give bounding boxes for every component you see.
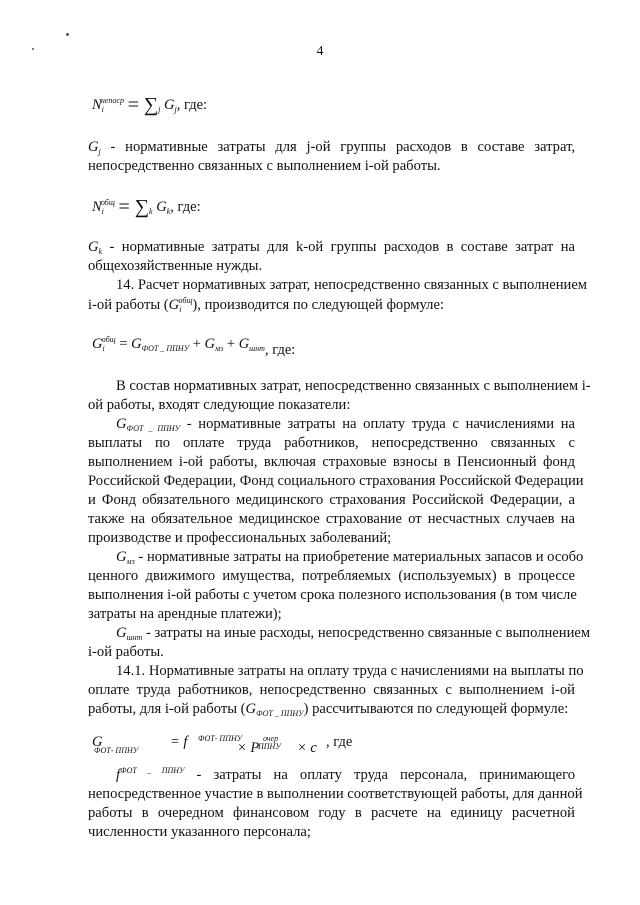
formula-g-obsh: $G_i^{общ} = G_{ФОТ \_ ППНУ} + G_{мз} + G_{шнт}$, где: [92, 335, 296, 358]
para-gk-line1: $G_k$ - нормативные затраты для k-ой группы расходов в составе затрат на [88, 239, 575, 256]
para-ffot-line3: работы в очередном финансовом году в расчете на единицу расчетной [88, 805, 575, 821]
page-number: 4 [316, 44, 324, 59]
formula-n-nepospr: $N_i^{непоср} = \sum_j$ $G_j$, где: [92, 94, 208, 116]
para-ffot-line1: $f^{ФОТ \_ ППНУ}$ - затраты на оплату труда персонала, принимающего [116, 766, 575, 783]
para-ffot-line2: непосредственное участие в выполнении соответствующей работы, для данной [88, 786, 583, 802]
para-gmz-line2: ценного движимого имущества, потребляемых (используемых) в процессе [88, 568, 575, 584]
para-14-1-line3: работы, для i-ой работы $(G_{ФОТ \_ ППНУ})$ рассчитываются по следующей формуле: [88, 701, 569, 718]
scan-speck [66, 33, 69, 36]
para-gmz-line4: затраты на арендные платежи); [88, 606, 282, 622]
para-composition-line2: ой работы, входят следующие показатели: [88, 397, 351, 413]
para-gmz-line3: выполнения i-ой работы с учетом срока полезного использования (в том числе [88, 587, 577, 603]
para-14-line1: 14. Расчет нормативных затрат, непосредственно связанных с выполнением [116, 277, 588, 293]
para-gfot-line6: также на обязательное медицинское страхование от несчастных случаев на [88, 511, 575, 527]
formula-g-fot: G ФОТ- ППНУ = f ФОТ- ППНУ × P очер ППНУ × c , где [92, 734, 353, 756]
para-gk-line2: общехозяйственные нужды. [88, 258, 263, 274]
para-gfot-line3: выполнением i-ой работы, включая страховые взносы в Пенсионный фонд [88, 454, 575, 470]
para-gj-line1: $G_j$ - нормативные затраты для j-ой группы расходов в составе затрат, [88, 139, 575, 156]
para-gshnt-line2: i-ой работы. [88, 644, 164, 660]
para-14-line2: i-ой работы $(G_i^{общ})$, производится по следующей формуле: [88, 296, 444, 314]
para-gshnt-line1: $G_{шнт}$ - затраты на иные расходы, непосредственно связанные с выполнением [116, 625, 591, 642]
para-composition-line1: В состав нормативных затрат, непосредственно связанных с выполнением i- [116, 378, 591, 394]
para-gmz-line1: $G_{мз}$ - нормативные затраты на приобретение материальных запасов и особо [116, 549, 584, 566]
para-14-1-line1: 14.1. Нормативные затраты на оплату труда с начислениями на выплаты по [116, 663, 584, 679]
formula-n-obsh: $N_i^{общ} = \sum_k$ $G_k$, где: [92, 196, 201, 218]
para-gj-line2: непосредственно связанных с выполнением i-ой работы. [88, 158, 441, 174]
para-gfot-line1: $G_{ФОТ \_ ППНУ}$ - нормативные затраты на оплату труда с начислениями на [116, 416, 575, 433]
para-gfot-line7: производстве и профессиональных заболеваний; [88, 530, 392, 546]
para-ffot-line4: численности указанного персонала; [88, 824, 311, 840]
para-gfot-line4: Российской Федерации, Фонд социального страхования Российской Федерации [88, 473, 584, 489]
para-gfot-line2: выплаты по оплате труда работников, непосредственно связанных с [88, 435, 575, 451]
para-14-1-line2: оплате труда работников, непосредственно связанных с выполнением i-ой [88, 682, 575, 698]
para-gfot-line5: и Фонд обязательного медицинского страхования Российской Федерации, а [88, 492, 575, 508]
